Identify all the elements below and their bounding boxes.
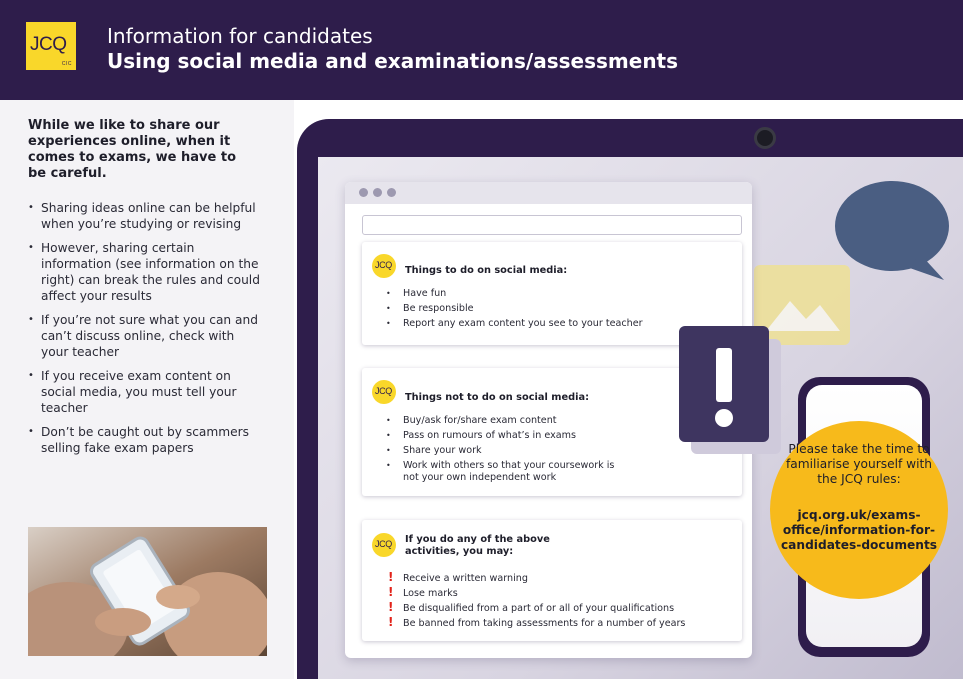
do-item: • Have fun xyxy=(386,286,643,301)
page-title-line-2: Using social media and examinations/assessments xyxy=(107,49,679,73)
advice-item: • However, sharing certain information (see information on the right) can break the rules and could affect your results xyxy=(28,240,263,304)
do-not-item: • Work with others so that your coursework is not your own independent work xyxy=(386,460,626,484)
do-not-item: • Buy/ask for/share exam content xyxy=(386,413,626,428)
speech-bubble-icon xyxy=(834,176,954,286)
advice-item: • If you receive exam content on social media, you must tell your teacher xyxy=(28,368,263,416)
window-dot-icon xyxy=(387,188,396,197)
do-not-list xyxy=(386,413,626,484)
consequence-item: ! Receive a written warning xyxy=(386,571,685,586)
do-not-card-title: Things not to do on social media: xyxy=(405,392,589,403)
do-not-item: • Pass on rumours of what’s in exams xyxy=(386,428,626,443)
consequence-item: ! Lose marks xyxy=(386,586,685,601)
consequence-item: ! Be banned from taking assessments for a number of years xyxy=(386,616,685,631)
promo-text: Please take the time to familiarise yourself with the JCQ rules: xyxy=(785,442,933,486)
do-not-item: • Share your work xyxy=(386,443,626,458)
advice-item: • If you’re not sure what you can and can’t discuss online, check with your teacher xyxy=(28,312,263,360)
window-dot-icon xyxy=(373,188,382,197)
camera-icon xyxy=(754,127,776,149)
logo-subtext: CIC xyxy=(61,61,72,67)
do-card-title: Things to do on social media: xyxy=(405,265,568,276)
do-list xyxy=(386,286,643,331)
consequences-card xyxy=(362,520,742,641)
address-bar xyxy=(362,215,742,235)
consequences-card-title: If you do any of the above activities, you may: xyxy=(405,534,550,557)
window-dot-icon xyxy=(359,188,368,197)
logo-text: JCQ xyxy=(30,34,67,55)
advice-item: • Don’t be caught out by scammers selling fake exam papers xyxy=(28,424,263,456)
do-item: • Report any exam content you see to your teacher xyxy=(386,316,643,331)
page-title-line-1: Information for candidates xyxy=(107,24,373,48)
hands-holding-phone-photo xyxy=(28,527,267,656)
do-item: • Be responsible xyxy=(386,301,643,316)
promo-link[interactable]: jcq.org.uk/exams-office/information-for-candidates-documents xyxy=(780,508,938,552)
intro-text: While we like to share our experiences online, when it comes to exams, we have to be careful. xyxy=(28,118,236,181)
window-title-bar xyxy=(345,182,752,204)
left-column xyxy=(0,100,294,679)
jcq-mini-logo: JCQ xyxy=(372,533,396,557)
exclamation-icon xyxy=(679,326,769,442)
consequence-item: ! Be disqualified from a part of or all of your qualifications xyxy=(386,601,685,616)
consequences-list xyxy=(386,571,685,631)
jcq-logo xyxy=(26,22,76,70)
advice-item: • Sharing ideas online can be helpful when you’re studying or revising xyxy=(28,200,263,232)
header-banner xyxy=(0,0,963,100)
jcq-mini-logo: JCQ xyxy=(372,254,396,278)
jcq-mini-logo: JCQ xyxy=(372,380,396,404)
advice-list xyxy=(28,200,263,464)
